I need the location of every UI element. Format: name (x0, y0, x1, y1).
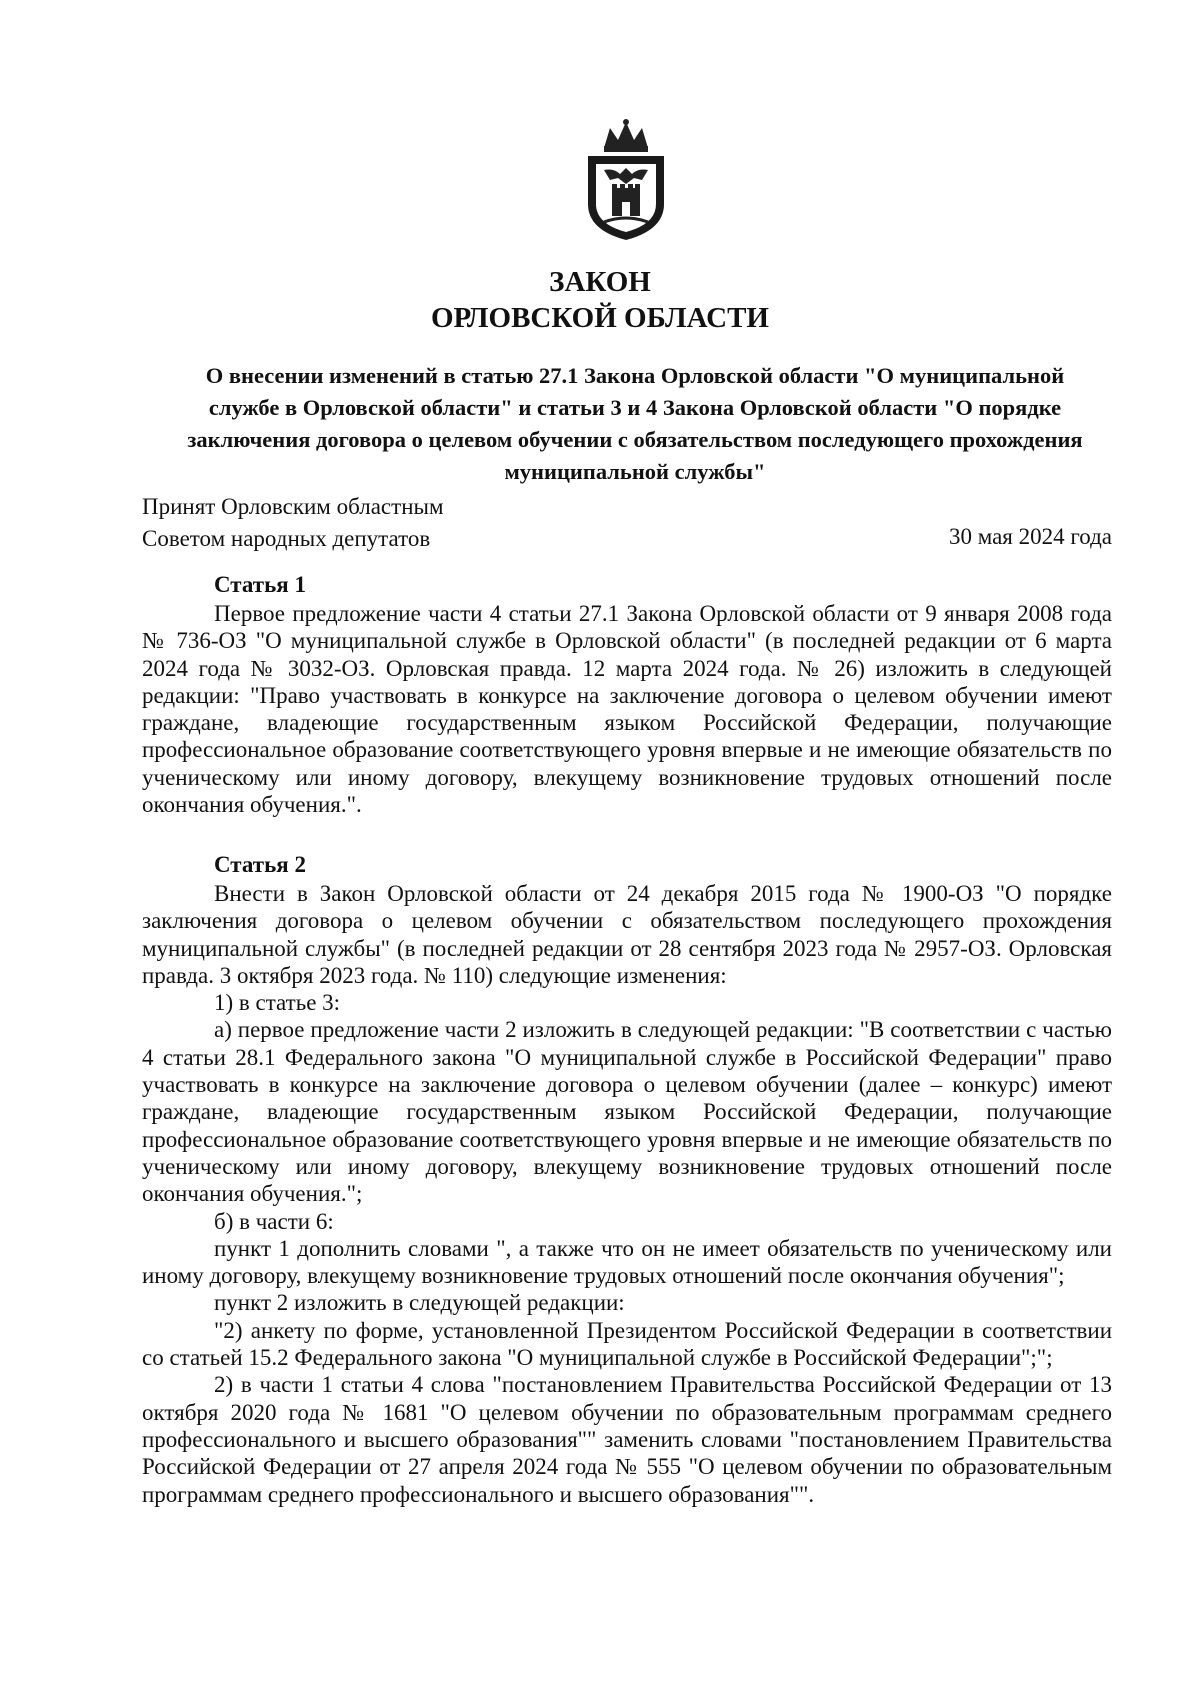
article-2-paragraph: б) в части 6: (214, 1208, 334, 1234)
article-2-paragraph: 1) в статье 3: (214, 990, 341, 1016)
article-2-paragraph: "2) анкету по форме, установленной Президентом Российской Федерации в соответствии со статьей 15.2 Федерального закона "О муниципальной службе в Российской Федерации";"; (142, 1317, 1112, 1371)
article-1-paragraph: Первое предложение части 4 статьи 27.1 Закона Орловской области от 9 января 2008 года № 736-ОЗ "О муниципальной службе в Орловской области" (в последней редакции от 6 марта 2024 года № 3032-ОЗ. Орловская правда. 12 марта 2024 года. № 26) изложить в следующей редакции: "Право участвовать в конкурсе на заключение договора о целевом обучении имеют граждане, владеющие государственным языком Российской Федерации, получающие профессиональное образование соответствующего уровня впервые и не имеющие обязательств по ученическому или иному договору, влекущему возникновение трудовых отношений после окончания обучения.". (142, 601, 1112, 818)
law-subtitle: О внесении изменений в статью 27.1 Закона Орловской области "О муниципальной службе в Орловской области" и статьи 3 и 4 Закона Орловской области "О порядке заключения договора о целевом обучении с обязательством последующего прохождения муниципальной службы" (187, 363, 1083, 484)
article-1-body (142, 600, 1112, 818)
adoption-date: 30 мая 2024 года (948, 524, 1112, 549)
adoption-authority (142, 491, 444, 555)
article-2-heading: Статья 2 (214, 852, 306, 877)
article-2-paragraph: 2) в части 1 статьи 4 слова "постановлением Правительства Российской Федерации от 13 октября 2020 года № 1681 "О целевом обучении по образовательным программам среднего профессионального и высшего образования"" заменить словами "постановлением Правительства Российской Федерации от 27 апреля 2024 года № 555 "О целевом обучении по образовательным программам среднего профессионального и высшего образования"". (142, 1372, 1112, 1507)
article-2-paragraph: пункт 1 дополнить словами ", а также что он не имеет обязательств по ученическому или иному договору, влекущему возникновение трудовых отношений после окончания обучения"; (142, 1235, 1112, 1289)
law-title: ЗАКОН (549, 266, 651, 298)
article-2-paragraph: пункт 2 изложить в следующей редакции: (214, 1290, 625, 1316)
coat-of-arms-icon (574, 118, 678, 242)
adoption-line-2: Советом народных депутатов (142, 526, 431, 551)
adoption-line-1: Принят Орловским областным (142, 494, 444, 519)
article-2-body (142, 880, 1112, 1508)
law-region-title: ОРЛОВСКОЙ ОБЛАСТИ (430, 302, 769, 334)
article-2-paragraph: Внести в Закон Орловской области от 24 декабря 2015 года № 1900-ОЗ "О порядке заключения договора о целевом обучении с обязательством последующего прохождения муниципальной службы" (в последней редакции от 28 сентября 2023 года № 2957-ОЗ. Орловская правда. 3 октября 2023 года. № 110) следующие изменения: (142, 881, 1112, 988)
article-1-heading: Статья 1 (214, 572, 306, 597)
article-2-paragraph: а) первое предложение части 2 изложить в следующей редакции: "В соответствии с частью 4 статьи 28.1 Федерального закона "О муниципальной службе в Российской Федерации" право участвовать в конкурсе на заключение договора о целевом обучении (далее – конкурс) имеют граждане, владеющие государственным языком Российской Федерации, получающие профессиональное образование соответствующего уровня впервые и не имеющие обязательств по ученическому или иному договору, влекущему возникновение трудовых отношений после окончания обучения."; (142, 1017, 1112, 1207)
